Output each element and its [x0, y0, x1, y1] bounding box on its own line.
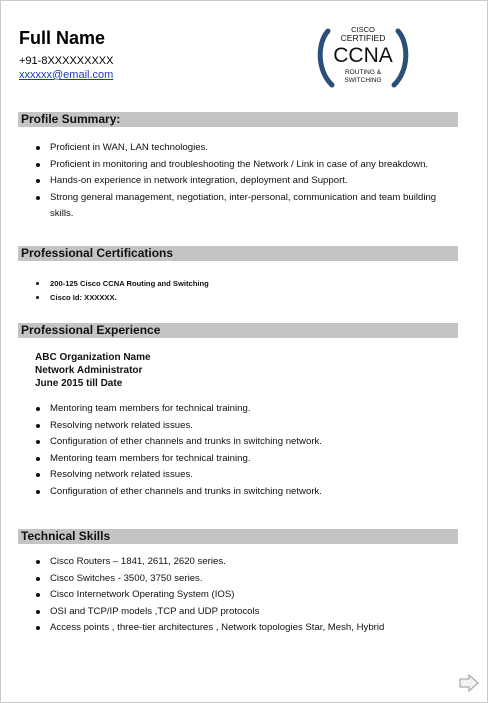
logo-line1: CISCO: [351, 25, 375, 34]
list-item: Proficient in monitoring and troubleshooting the Network / Link in case of any breakdown.: [35, 157, 460, 174]
logo-right-arc: [394, 31, 406, 85]
profile-summary-heading: Profile Summary:: [18, 112, 458, 127]
experience-heading: Professional Experience: [18, 323, 458, 338]
list-item: Resolving network related issues.: [35, 467, 455, 484]
email-link[interactable]: xxxxxx@email.com: [19, 69, 114, 81]
list-item: Cisco Switches - 3500, 3750 series.: [35, 571, 460, 588]
list-item: Mentoring team members for technical training.: [35, 401, 455, 418]
ccna-logo: [314, 23, 412, 91]
logo-line2: CERTIFIED: [340, 33, 386, 43]
experience-list: [35, 401, 455, 500]
certifications-heading: Professional Certifications: [18, 246, 458, 261]
list-item: OSI and TCP/IP models ,TCP and UDP protocols: [35, 604, 460, 621]
list-item: 200-125 Cisco CCNA Routing and Switching: [35, 277, 435, 291]
list-item: Cisco Id: XXXXXX.: [35, 291, 435, 305]
logo-line4: SWITCHING: [344, 77, 382, 84]
experience-details: [35, 351, 151, 390]
list-item: Resolving network related issues.: [35, 418, 455, 435]
list-item: Mentoring team members for technical training.: [35, 451, 455, 468]
job-title: Network Administrator: [35, 365, 143, 376]
full-name: Full Name: [19, 28, 106, 48]
list-item: Configuration of ether channels and trunks in switching network.: [35, 434, 455, 451]
list-item: Configuration of ether channels and trunks in switching network.: [35, 484, 455, 501]
logo-main: CCNA: [333, 44, 393, 67]
profile-summary-list: [35, 140, 460, 223]
list-item: Proficient in WAN, LAN technologies.: [35, 140, 460, 157]
logo-line3: ROUTING &: [344, 69, 382, 76]
certifications-list: [35, 277, 435, 305]
list-item: Access points , three-tier architectures , Network topologies Star, Mesh, Hybrid: [35, 620, 460, 637]
skills-heading: Technical Skills: [18, 529, 458, 544]
list-item: Cisco Internetwork Operating System (IOS): [35, 587, 460, 604]
skills-list: [35, 554, 460, 637]
next-arrow-icon[interactable]: [459, 674, 479, 692]
list-item: Hands-on experience in network integration, deployment and Support.: [35, 173, 460, 190]
logo-left-arc: [320, 31, 332, 85]
organization-name: ABC Organization Name: [35, 352, 151, 363]
list-item: Strong general management, negotiation, inter-personal, communication and team building skills.: [35, 190, 460, 223]
list-item: Cisco Routers – 1841, 2611, 2620 series.: [35, 554, 460, 571]
phone-number: +91-8XXXXXXXXX: [19, 55, 114, 67]
job-period: June 2015 till Date: [35, 378, 123, 389]
